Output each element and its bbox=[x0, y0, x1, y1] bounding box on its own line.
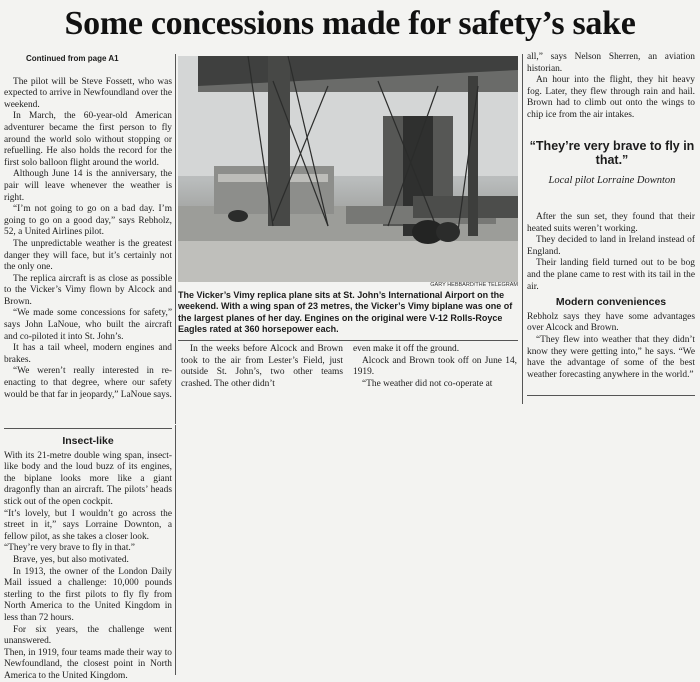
story-end-rule bbox=[527, 395, 695, 396]
subhead-insect-like: Insect-like bbox=[62, 435, 114, 447]
paragraph: “The weather did not co-operate at bbox=[362, 378, 493, 389]
subhead-modern-conveniences: Modern conveniences bbox=[555, 296, 667, 309]
paragraph: “We made some concessions for safety,” says John LaNoue, who built the aircraft and co-piloted it into St. John’s. bbox=[4, 308, 172, 342]
paragraph: all,” says Nelson Sherren, an aviation historian. bbox=[527, 52, 695, 74]
paragraph: The pilot will be Steve Fossett, who was expected to arrive in Newfoundland over the weekend. bbox=[4, 76, 172, 110]
paragraph: In 1913, the owner of the London Daily Mail issued a challenge: 10,000 pounds sterling to the first pilots to fly fly from North America to the United Kingdom in less than 72 hours. bbox=[4, 566, 172, 623]
paragraph: “We weren’t really interested in re-enacting to that degree, where our safety would be that far in jeopardy,” LaNoue says. bbox=[4, 366, 172, 400]
paragraph: It has a tail wheel, modern engines and brakes. bbox=[4, 343, 172, 365]
column-2 bbox=[181, 344, 343, 390]
column-1-insect-section bbox=[4, 432, 172, 682]
section-divider bbox=[4, 428, 172, 429]
airplane-photo bbox=[178, 56, 518, 282]
headline: Some concessions made for safety’s sake bbox=[64, 5, 636, 42]
paragraph: Although June 14 is the anniversary, the pair will leave whenever the weather is right. bbox=[4, 169, 172, 203]
paragraph: The replica aircraft is as close as possible to the Vicker’s Vimy flown by Alcock and Brown. bbox=[4, 273, 172, 307]
pull-quote-attribution: Local pilot Lorraine Downton bbox=[548, 175, 676, 186]
column-rule bbox=[522, 54, 523, 404]
paragraph: In the weeks before Alcock and Brown took to the air from Lester’s Field, just outside St. John’s, two other teams crashed. The other didn’t bbox=[181, 344, 343, 389]
paragraph: They decided to land in Ireland instead of England. bbox=[527, 235, 695, 257]
continued-label: Continued from page A1 bbox=[26, 54, 119, 63]
column-rule bbox=[175, 425, 176, 675]
pull-quote bbox=[528, 139, 696, 186]
paragraph: Brave, yes, but also motivated. bbox=[13, 554, 129, 565]
biplane-illustration bbox=[178, 56, 518, 282]
pull-quote-text: “They’re very brave to fly in that.” bbox=[529, 139, 695, 167]
paragraph: Alcock and Brown took off on June 14, 1919. bbox=[353, 355, 517, 378]
paragraph: “They’re very brave to fly in that.” bbox=[4, 543, 135, 554]
paragraph: Rebholz says they have some advantages over Alcock and Brown. bbox=[527, 311, 695, 334]
caption-rule bbox=[178, 340, 518, 341]
paragraph: Their landing field turned out to be bog and the plane came to rest with its tail in the air. bbox=[527, 258, 695, 292]
photo-caption: The Vicker’s Vimy replica plane sits at St. John’s International Airport on the weekend. With a wing span of 23 metres, the Vicker’s Vimy biplane was one of the largest planes of her day. Engines on the original were V-12 Rolls-Royce Eagles rated at 360 horsepower each. bbox=[178, 290, 513, 334]
paragraph: The unpredictable weather is the greatest danger they will face, but it’s certainly not the only one. bbox=[4, 238, 172, 273]
column-4 bbox=[527, 52, 695, 122]
paragraph: “It’s lovely, but I wouldn’t go across the street in it,” says Lorraine Downton, a fellow pilot, as she takes a closer look. bbox=[4, 508, 172, 542]
paragraph: After the sun set, they found that their heated suits weren’t working. bbox=[527, 212, 695, 234]
paragraph: In March, the 60-year-old American adventurer became the first person to fly around the world solo without stopping or refuelling. He also holds the record for the first solo balloon flight around the world. bbox=[4, 111, 172, 168]
column-1 bbox=[4, 53, 172, 401]
paragraph: “They flew into weather that they didn’t know they were getting into,” he says. “We have the advantage of some of the best weather forecasting anywhere in the world.” bbox=[527, 334, 695, 380]
paragraph: Then, in 1919, four teams made their way to Newfoundland, the closest point in North America to the United Kingdom. bbox=[4, 647, 172, 681]
paragraph: With its 21-metre double wing span, insect-like body and the loud buzz of its engines, the biplane looks more like a giant dragonfly than an aircraft. The pilots’ heads stick out of the open cockpit. bbox=[4, 450, 172, 507]
paragraph: even make it off the ground. bbox=[353, 344, 460, 354]
column-3 bbox=[353, 344, 517, 390]
paragraph: An hour into the flight, they hit heavy fog. Later, they flew through rain and hail. Brown had to climb out onto the wings to chip ice from the air intakes. bbox=[527, 75, 695, 120]
column-4-continued bbox=[527, 212, 695, 381]
photo-credit: GARY HEBBARD/THE TELEGRAM bbox=[430, 282, 518, 288]
paragraph: For six years, the challenge went unanswered. bbox=[4, 624, 172, 647]
column-rule bbox=[175, 54, 176, 424]
paragraph: “I’m not going to go on a bad day. I’m going to go on a good day,” says Rebholz, 52, a United Airlines pilot. bbox=[4, 204, 172, 238]
